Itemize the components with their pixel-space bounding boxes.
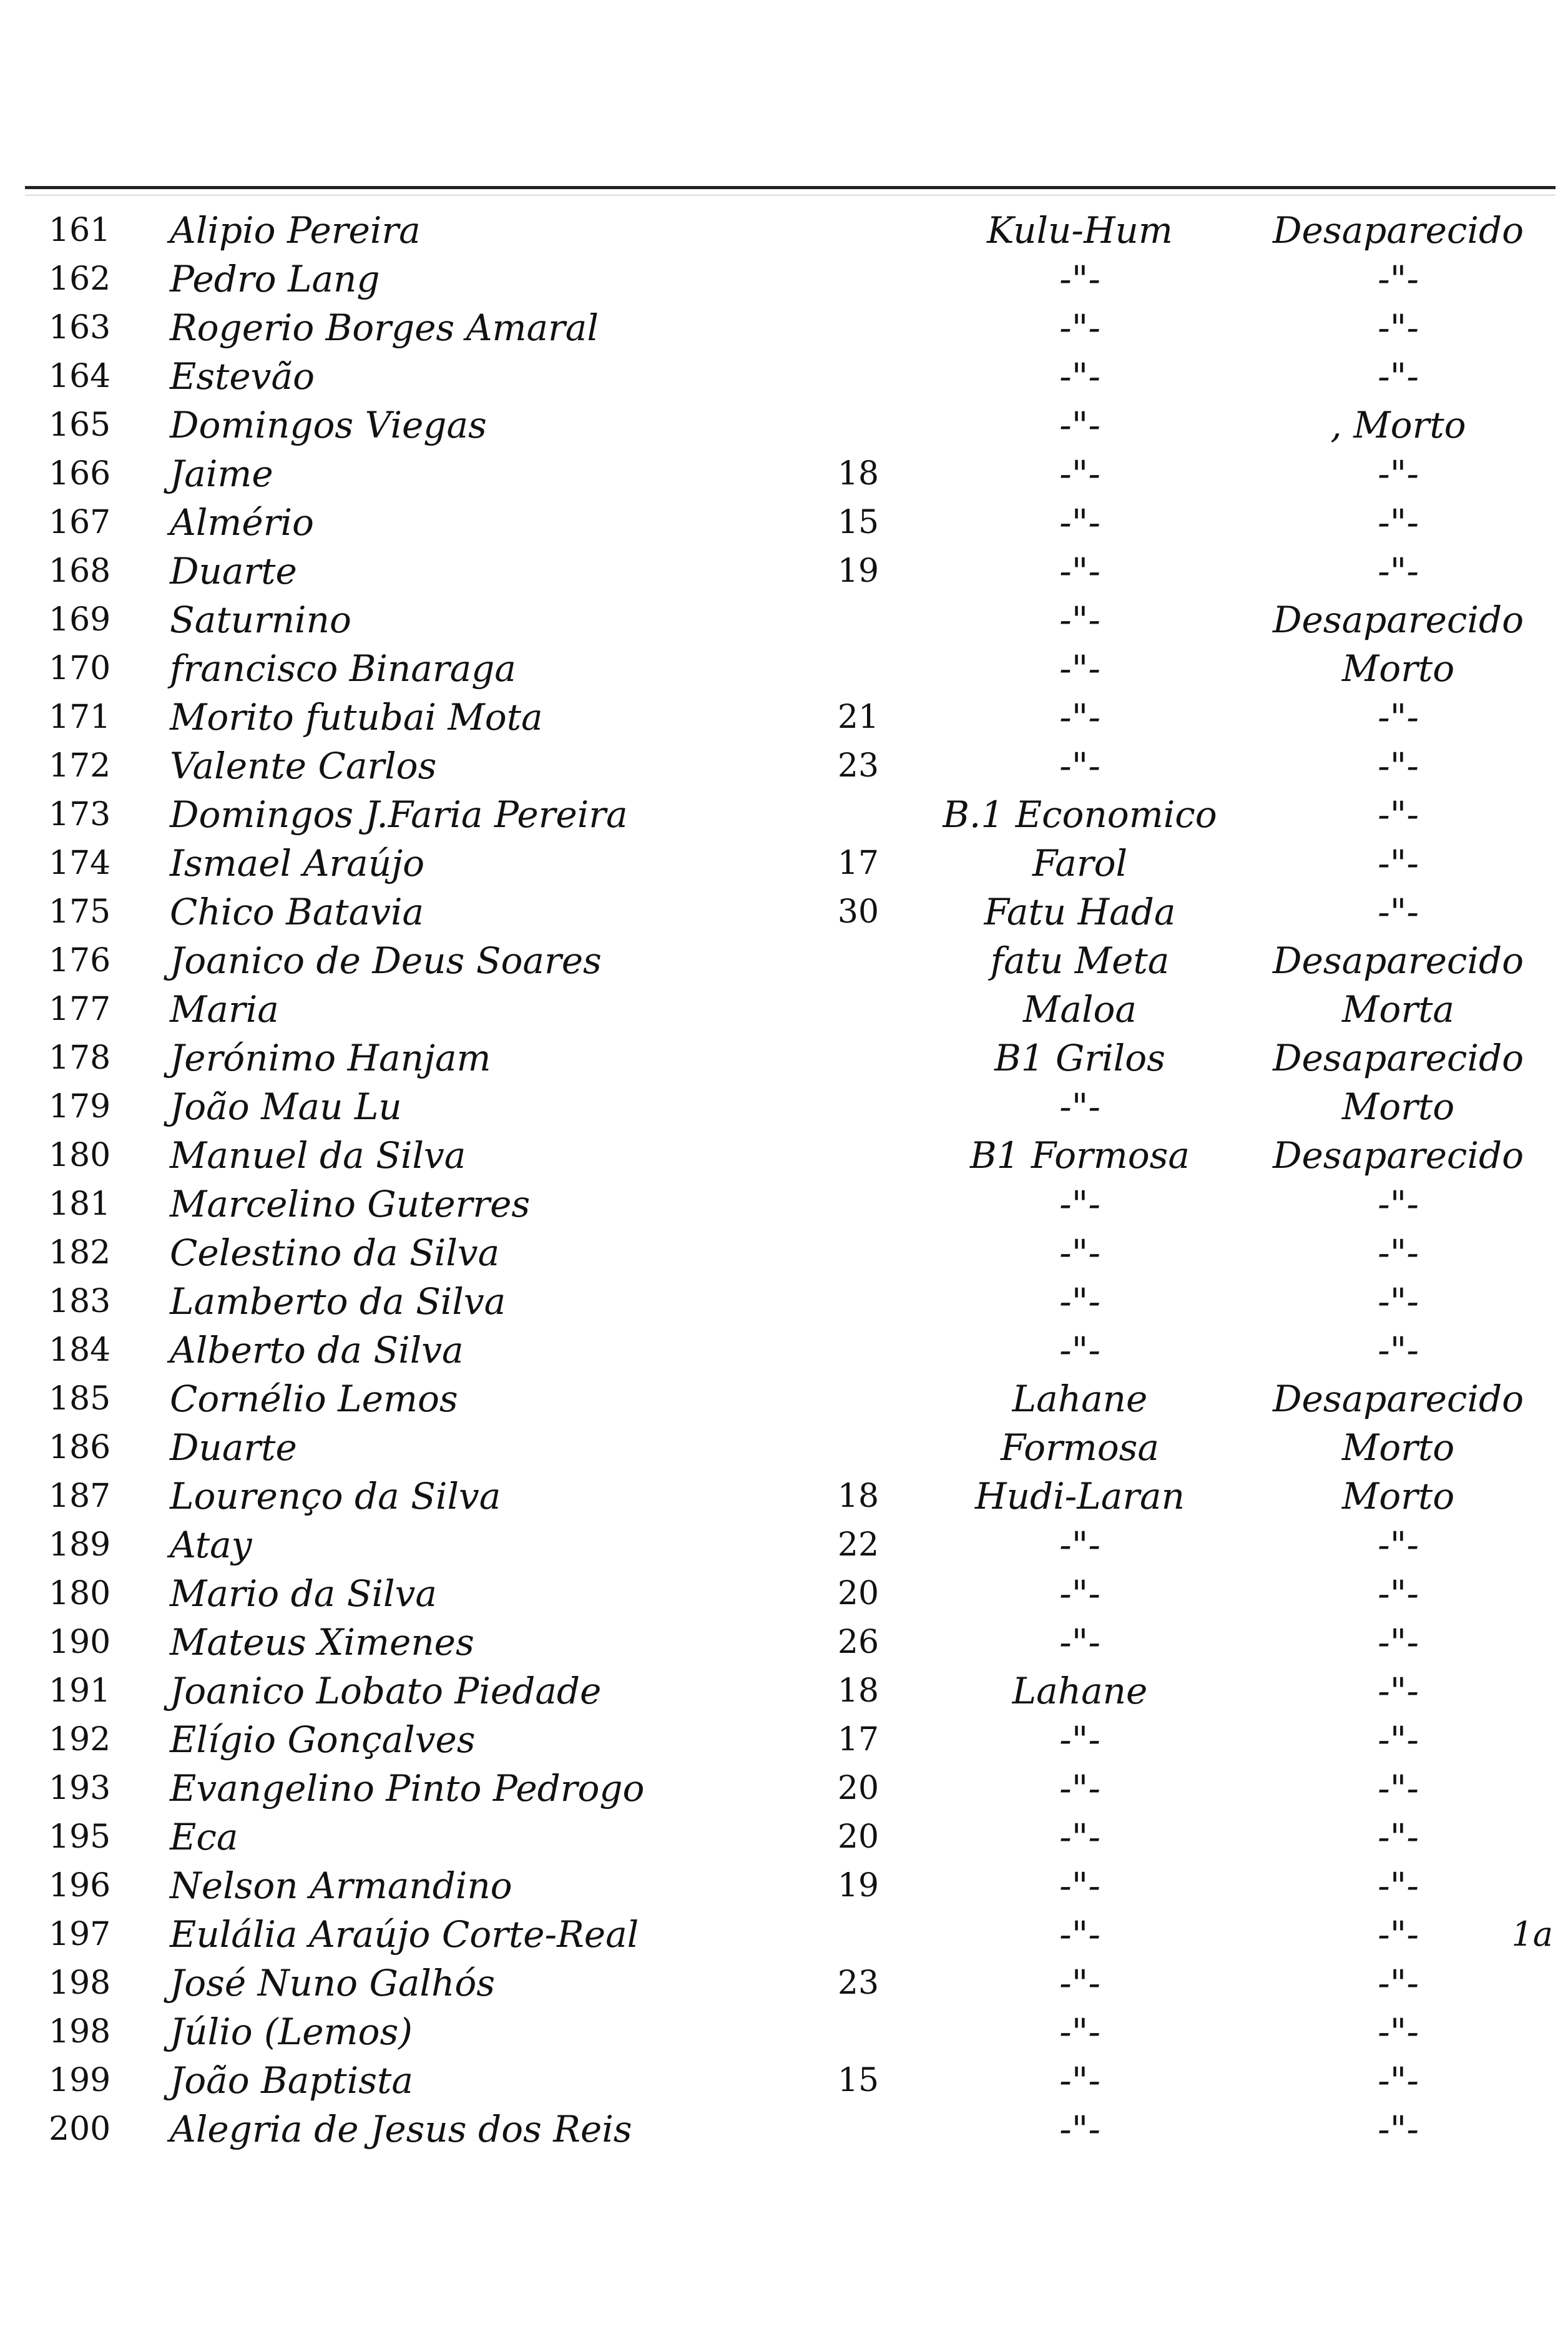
status: -"- — [1378, 355, 1419, 398]
location: B1 Formosa — [970, 1134, 1190, 1177]
person-age: 18 — [837, 1672, 880, 1710]
status: -"- — [1378, 2011, 1419, 2053]
list-row — [0, 1764, 1568, 1813]
location: -"- — [1059, 745, 1100, 787]
list-row — [0, 303, 1568, 352]
list-row — [0, 1618, 1568, 1667]
status: -"- — [1378, 842, 1419, 884]
location: -"- — [1059, 404, 1100, 446]
status: -"- — [1378, 1280, 1419, 1323]
row-number: 187 — [49, 1477, 111, 1515]
row-number: 161 — [49, 212, 111, 249]
row-number: 193 — [49, 1770, 111, 1807]
person-name: Joanico de Deus Soares — [170, 939, 602, 982]
person-name: Cornélio Lemos — [170, 1378, 458, 1420]
person-name: José Nuno Galhós — [170, 1962, 496, 2004]
location: -"- — [1059, 258, 1100, 300]
person-name: Júlio (Lemos) — [170, 2011, 413, 2053]
row-number: 198 — [49, 1964, 111, 2002]
list-row — [0, 2105, 1568, 2153]
location: -"- — [1059, 306, 1100, 349]
location: -"- — [1059, 696, 1100, 738]
location: -"- — [1059, 599, 1100, 641]
status: -"- — [1378, 1621, 1419, 1663]
list-row — [0, 936, 1568, 985]
list-row — [0, 644, 1568, 693]
row-number: 177 — [49, 991, 111, 1028]
list-row — [0, 1521, 1568, 1569]
list-row — [0, 2056, 1568, 2105]
person-name: Mateus Ximenes — [170, 1621, 474, 1663]
row-number: 199 — [49, 2062, 111, 2099]
status: Desaparecido — [1272, 1378, 1524, 1420]
person-age: 21 — [837, 698, 880, 736]
status: Desaparecido — [1272, 599, 1524, 641]
person-name: Atay — [170, 1524, 252, 1566]
status: -"- — [1378, 793, 1419, 836]
location: Hudi-Laran — [975, 1475, 1185, 1517]
person-age: 15 — [837, 504, 880, 541]
status: -"- — [1378, 1767, 1419, 1810]
status: -"- — [1378, 258, 1419, 300]
row-number: 181 — [49, 1185, 111, 1223]
person-name: Duarte — [170, 550, 297, 592]
person-age: 30 — [837, 893, 880, 931]
list-row — [0, 547, 1568, 595]
person-name: Duarte — [170, 1426, 297, 1469]
status: -"- — [1378, 1183, 1419, 1225]
status: -"- — [1378, 1670, 1419, 1712]
location: -"- — [1059, 1767, 1100, 1810]
row-number: 197 — [49, 1916, 111, 1953]
status: -"- — [1378, 745, 1419, 787]
location: Lahane — [1012, 1378, 1148, 1420]
status: Desaparecido — [1272, 939, 1524, 982]
person-name: francisco Binaraga — [170, 647, 516, 690]
list-row — [0, 985, 1568, 1034]
person-age: 20 — [837, 1818, 880, 1856]
row-number: 165 — [49, 406, 111, 444]
location: B1 Grilos — [994, 1037, 1165, 1079]
location: -"- — [1059, 1621, 1100, 1663]
person-age: 19 — [837, 1867, 880, 1904]
location: Kulu-Hum — [987, 209, 1173, 252]
row-number: 169 — [49, 601, 111, 639]
person-name: Alegria de Jesus dos Reis — [170, 2108, 632, 2150]
person-name: Ismael Araújo — [170, 842, 425, 884]
status: -"- — [1378, 1232, 1419, 1274]
location: -"- — [1059, 1864, 1100, 1907]
location: -"- — [1059, 2011, 1100, 2053]
location: Formosa — [1001, 1426, 1159, 1469]
person-name: Pedro Lang — [170, 258, 380, 300]
location: -"- — [1059, 1280, 1100, 1323]
list-row — [0, 1277, 1568, 1326]
person-age: 20 — [837, 1575, 880, 1612]
status: -"- — [1378, 453, 1419, 495]
location: Lahane — [1012, 1670, 1148, 1712]
location: -"- — [1059, 501, 1100, 544]
person-name: Eca — [170, 1816, 238, 1858]
location: -"- — [1059, 647, 1100, 690]
location: -"- — [1059, 1524, 1100, 1566]
row-number: 182 — [49, 1234, 111, 1271]
person-age: 19 — [837, 552, 880, 590]
list-row — [0, 1034, 1568, 1082]
location: -"- — [1059, 355, 1100, 398]
status: Morto — [1341, 647, 1455, 690]
list-row — [0, 1423, 1568, 1472]
row-number: 184 — [49, 1331, 111, 1369]
list-row — [0, 1228, 1568, 1277]
person-name: Jerónimo Hanjam — [170, 1037, 491, 1079]
list-row — [0, 1374, 1568, 1423]
list-row — [0, 498, 1568, 547]
list-row — [0, 1861, 1568, 1910]
location: -"- — [1059, 550, 1100, 592]
person-name: Evangelino Pinto Pedrogo — [170, 1767, 645, 1810]
row-number: 195 — [49, 1818, 111, 1856]
person-name: Morito futubai Mota — [170, 696, 543, 738]
location: B.1 Economico — [943, 793, 1217, 836]
list-row — [0, 1715, 1568, 1764]
list-row — [0, 693, 1568, 742]
location: -"- — [1059, 1329, 1100, 1371]
person-age: 15 — [837, 2062, 880, 2099]
status: -"- — [1378, 1816, 1419, 1858]
location: -"- — [1059, 2108, 1100, 2150]
status: Morto — [1341, 1475, 1455, 1517]
person-name: João Baptista — [170, 2059, 413, 2102]
list-row — [0, 742, 1568, 790]
status: -"- — [1378, 1572, 1419, 1615]
person-name: Lourenço da Silva — [170, 1475, 501, 1517]
person-age: 18 — [837, 455, 880, 492]
person-name: Jaime — [170, 453, 273, 495]
person-name: Domingos J.Faria Pereira — [170, 793, 628, 836]
row-number: 168 — [49, 552, 111, 590]
row-number: 176 — [49, 942, 111, 979]
row-number: 200 — [49, 2110, 111, 2148]
row-number: 186 — [49, 1429, 111, 1466]
location: -"- — [1059, 453, 1100, 495]
status: Morto — [1341, 1426, 1455, 1469]
person-name: Nelson Armandino — [170, 1864, 512, 1907]
status: -"- — [1378, 306, 1419, 349]
person-name: Alberto da Silva — [170, 1329, 464, 1371]
row-number: 198 — [49, 2013, 111, 2050]
row-number: 180 — [49, 1137, 111, 1174]
list-row — [0, 255, 1568, 303]
row-number: 179 — [49, 1088, 111, 1125]
location: Fatu Hada — [984, 891, 1176, 933]
status: -"- — [1378, 1913, 1419, 1956]
row-number: 185 — [49, 1380, 111, 1418]
row-number: 164 — [49, 358, 111, 395]
status: -"- — [1378, 891, 1419, 933]
list-row — [0, 352, 1568, 401]
status: -"- — [1378, 550, 1419, 592]
entry-list — [0, 206, 1568, 2153]
person-name: Maria — [170, 988, 279, 1031]
person-age: 22 — [837, 1526, 880, 1564]
list-row — [0, 595, 1568, 644]
row-number: 175 — [49, 893, 111, 931]
status: -"- — [1378, 1962, 1419, 2004]
list-row — [0, 1472, 1568, 1521]
person-age: 23 — [837, 747, 880, 785]
status: Desaparecido — [1272, 1037, 1524, 1079]
person-name: Chico Batavia — [170, 891, 424, 933]
list-row — [0, 206, 1568, 255]
row-number: 173 — [49, 796, 111, 833]
list-row — [0, 1569, 1568, 1618]
status: Desaparecido — [1272, 209, 1524, 252]
row-number: 192 — [49, 1721, 111, 1758]
status: -"- — [1378, 1329, 1419, 1371]
row-number: 170 — [49, 650, 111, 687]
list-row — [0, 1131, 1568, 1180]
person-name: Rogerio Borges Amaral — [170, 306, 599, 349]
location: -"- — [1059, 1913, 1100, 1956]
list-row — [0, 2007, 1568, 2056]
list-row — [0, 449, 1568, 498]
list-row — [0, 1180, 1568, 1228]
person-name: Saturnino — [170, 599, 351, 641]
person-name: Domingos Viegas — [170, 404, 487, 446]
status: -"- — [1378, 1864, 1419, 1907]
status: Morto — [1341, 1085, 1455, 1128]
status: -"- — [1378, 1524, 1419, 1566]
list-row — [0, 1667, 1568, 1715]
location: fatu Meta — [990, 939, 1170, 982]
person-name: Lamberto da Silva — [170, 1280, 506, 1323]
margin-note: 1a — [1511, 1914, 1553, 1954]
person-age: 23 — [837, 1964, 880, 2002]
person-name: Joanico Lobato Piedade — [170, 1670, 602, 1712]
person-name: Valente Carlos — [170, 745, 437, 787]
status: Desaparecido — [1272, 1134, 1524, 1177]
location: -"- — [1059, 1232, 1100, 1274]
person-name: Almério — [170, 501, 314, 544]
person-name: Marcelino Guterres — [170, 1183, 531, 1225]
location: -"- — [1059, 2059, 1100, 2102]
location: -"- — [1059, 1718, 1100, 1761]
location: -"- — [1059, 1962, 1100, 2004]
row-number: 178 — [49, 1039, 111, 1077]
row-number: 190 — [49, 1624, 111, 1661]
row-number: 196 — [49, 1867, 111, 1904]
list-row — [0, 1813, 1568, 1861]
location: -"- — [1059, 1085, 1100, 1128]
person-age: 18 — [837, 1477, 880, 1515]
status: -"- — [1378, 501, 1419, 544]
list-row — [0, 888, 1568, 936]
status: -"- — [1378, 696, 1419, 738]
row-number: 166 — [49, 455, 111, 492]
person-name: Estevão — [170, 355, 315, 398]
list-row — [0, 1326, 1568, 1374]
list-row — [0, 1082, 1568, 1131]
status: , Morto — [1330, 404, 1466, 446]
row-number: 180 — [49, 1575, 111, 1612]
person-name: Elígio Gonçalves — [170, 1718, 476, 1761]
top-rule-line — [25, 186, 1556, 189]
location: -"- — [1059, 1572, 1100, 1615]
location: Maloa — [1022, 988, 1137, 1031]
person-name: Eulália Araújo Corte-Real — [170, 1913, 639, 1956]
person-age: 17 — [837, 845, 880, 882]
person-name: Manuel da Silva — [170, 1134, 466, 1177]
list-row — [0, 1959, 1568, 2007]
row-number: 171 — [49, 698, 111, 736]
location: -"- — [1059, 1183, 1100, 1225]
row-number: 174 — [49, 845, 111, 882]
status: Morta — [1342, 988, 1454, 1031]
person-name: Celestino da Silva — [170, 1232, 500, 1274]
row-number: 163 — [49, 309, 111, 346]
person-age: 17 — [837, 1721, 880, 1758]
list-row — [0, 401, 1568, 449]
status: -"- — [1378, 2059, 1419, 2102]
status: -"- — [1378, 1718, 1419, 1761]
location: Farol — [1032, 842, 1128, 884]
row-number: 167 — [49, 504, 111, 541]
person-age: 20 — [837, 1770, 880, 1807]
location: -"- — [1059, 1816, 1100, 1858]
list-row — [0, 790, 1568, 839]
list-row — [0, 1910, 1568, 1959]
person-age: 26 — [837, 1624, 880, 1661]
row-number: 191 — [49, 1672, 111, 1710]
row-number: 162 — [49, 260, 111, 298]
status: -"- — [1378, 2108, 1419, 2150]
person-name: Mario da Silva — [170, 1572, 437, 1615]
row-number: 189 — [49, 1526, 111, 1564]
person-name: Alipio Pereira — [170, 209, 421, 252]
person-name: João Mau Lu — [170, 1085, 402, 1128]
row-number: 172 — [49, 747, 111, 785]
row-number: 183 — [49, 1283, 111, 1320]
list-row — [0, 839, 1568, 888]
